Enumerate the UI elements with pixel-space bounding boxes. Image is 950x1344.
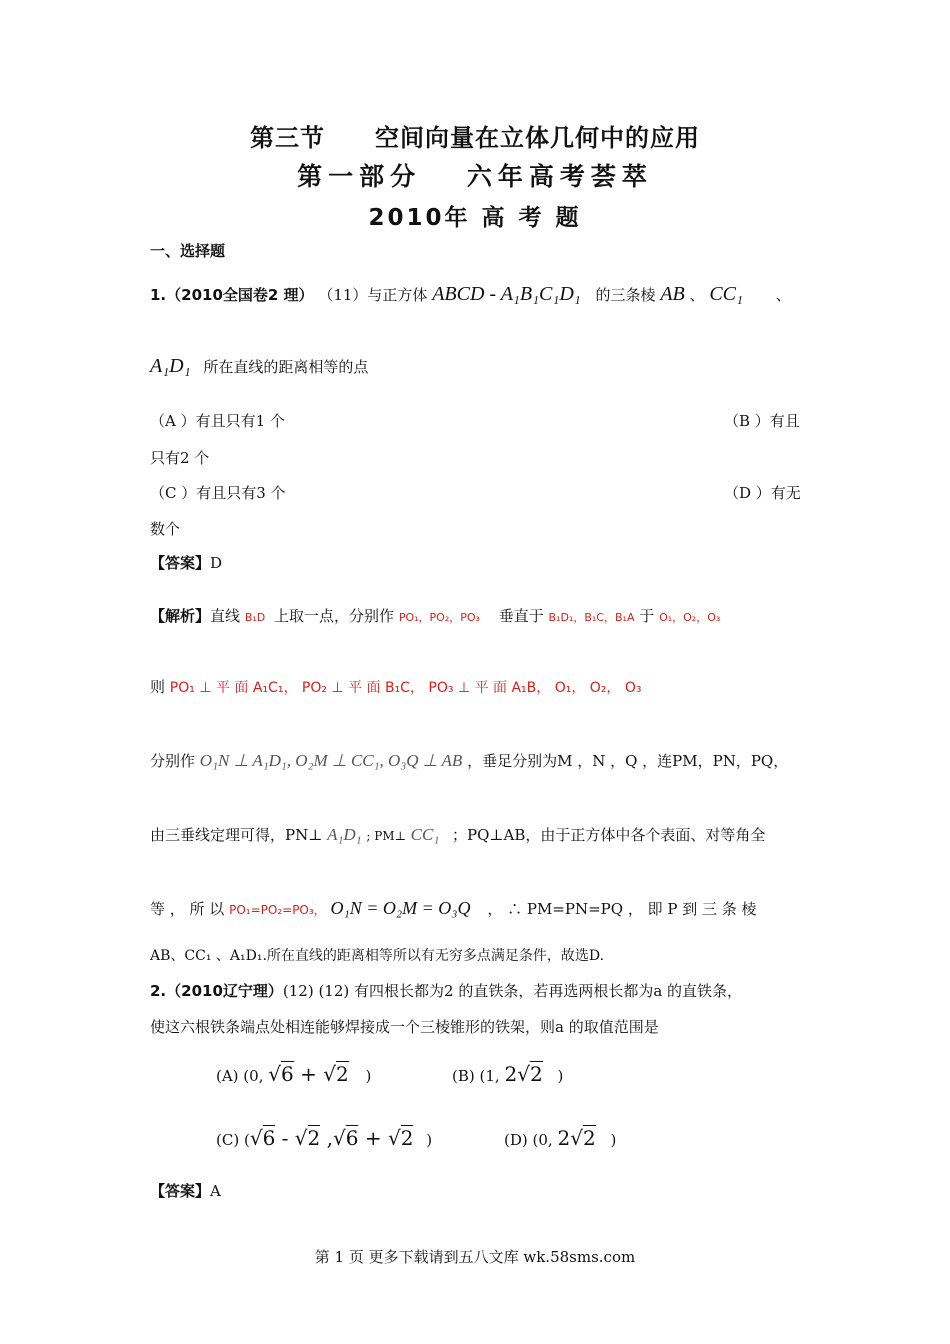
sqrt-expression: √6 - √2 ,√6 + √2 (249, 1126, 414, 1150)
option-d-cont: 数个 (150, 520, 181, 538)
section-heading: 一、选择题 (150, 242, 226, 260)
analysis-text: ， ∴ PM=PN=PQ ， 即 P 到 三 条 棱 (487, 900, 757, 918)
formula-image: PO₁=PO₂=PO₃， (229, 903, 326, 917)
analysis-text: 于 (639, 607, 655, 625)
sqrt-expression: 2√2 (504, 1062, 543, 1086)
q2-option-c (216, 1126, 432, 1150)
option-close: ) (557, 1067, 564, 1085)
coefficient: 2 (557, 1126, 571, 1150)
operator: + (300, 1062, 317, 1086)
radicand: 6 (345, 1126, 359, 1150)
option-label: (D) (0, (504, 1131, 553, 1149)
question-1-text-2: 的三条棱 (595, 286, 656, 304)
analysis-line-6: AB、CC₁ 、A₁D₁.所在直线的距离相等所以有无穷多点满足条件，故选D. (150, 948, 605, 964)
part-title: 第一部分 六年高考荟萃 (297, 162, 653, 191)
operator: , (326, 1126, 333, 1150)
analysis-line-2 (150, 676, 642, 697)
cube-label: ABCD - A₁B₁C₁D₁ (432, 283, 581, 305)
option-b-cont: 只有2 个 (150, 449, 210, 467)
formula-image: PO₁ ⊥ 平 面 A₁C₁， PO₂ ⊥ 平 面 B₁C， PO₃ ⊥ 平 面 A₁B， O₁， O₂， O₃ (169, 680, 642, 696)
analysis-label: 【解析】 (150, 607, 211, 625)
analysis-text: 则 (150, 678, 166, 696)
option-label: (B) (1, (452, 1067, 500, 1085)
q2-option-b (452, 1062, 563, 1086)
question-2-text: (12) (12) 有四根长都为2 的直铁条，若再选两根长都为a 的直铁条， (282, 982, 743, 1000)
analysis-text: 分别作 (150, 752, 196, 770)
formula-image: O₁N ⊥ A₁D₁, O₂M ⊥ CC₁, O₃Q ⊥ AB (199, 751, 463, 770)
analysis-line-4 (150, 824, 765, 845)
edge-cc1: CC₁ (709, 283, 743, 305)
separator: 、 (689, 286, 705, 304)
page-title: 第三节 空间向量在立体几何中的应用 (250, 124, 700, 152)
radicand: 2 (529, 1062, 543, 1086)
formula-image: B₁D₁，B₁C，B₁A (548, 611, 635, 624)
formula-image: CC₁ (410, 825, 440, 844)
separator: 、 (775, 286, 791, 304)
formula-image: PO₁，PO₂，PO₃ (398, 611, 480, 624)
option-label: (C) ( (216, 1131, 250, 1149)
question-1-number: 1.（2010全国卷2 理） (150, 286, 314, 304)
analysis-text: 等 ， 所 以 (150, 900, 225, 918)
radicand: 2 (400, 1126, 414, 1150)
formula-image: B₁D (244, 611, 266, 624)
analysis-text: 垂直于 (498, 607, 544, 625)
radicand: 2 (307, 1126, 321, 1150)
option-close: ) (610, 1131, 617, 1149)
analysis-text: ; PM⊥ (366, 829, 406, 843)
option-d: （D ）有无 (724, 484, 801, 502)
option-b: （B ）有且 (724, 412, 800, 430)
formula-image: O₁N = O₂M = O₃Q (330, 898, 471, 918)
q2-option-a (216, 1062, 371, 1086)
page-footer: 第 1 页 更多下载请到五八文库 wk.58sms.com (314, 1248, 636, 1266)
edge-a1d1: A₁D₁ (150, 355, 191, 377)
question-1-text: （11）与正方体 (318, 286, 428, 304)
radicand: 6 (281, 1062, 294, 1086)
year-title: 2010年 高 考 题 (368, 205, 582, 231)
option-c: （C ）有且只有3 个 (150, 484, 286, 502)
operator: + (364, 1126, 382, 1150)
radicand: 2 (582, 1126, 596, 1150)
edge-ab: AB (660, 283, 685, 305)
option-close: ) (426, 1131, 433, 1149)
analysis-text: ，垂足分别为M ，N ，Q ，连PM，PN，PQ， (467, 752, 789, 770)
question-1-text-3: 所在直线的距离相等的点 (203, 358, 369, 376)
radicand: 2 (335, 1062, 349, 1086)
analysis-text: 上取一点，分别作 (274, 607, 395, 625)
coefficient: 2 (504, 1062, 518, 1086)
answer-1 (150, 552, 222, 573)
operator: - (281, 1126, 289, 1150)
option-a: （A ）有且只有1 个 (150, 412, 285, 430)
analysis-line-1 (150, 605, 720, 626)
radicand: 6 (262, 1126, 276, 1150)
analysis-text: 直线 (210, 607, 241, 625)
answer-label: 【答案】 (150, 554, 211, 572)
option-close: ) (365, 1067, 372, 1085)
sqrt-expression: √6 + √2 (268, 1062, 349, 1086)
question-2-line-2: 使这六根铁条端点处相连能够焊接成一个三棱锥形的铁架，则a 的取值范围是 (150, 1018, 659, 1036)
analysis-text: ；PQ⊥AB，由于正方体中各个表面、对等角全 (452, 826, 766, 844)
option-label: (A) (0, (216, 1067, 264, 1085)
q2-option-d (504, 1126, 616, 1150)
analysis-line-5 (150, 898, 757, 919)
question-2-number: 2.（2010辽宁理） (150, 982, 283, 1000)
question-1-line-2 (150, 355, 368, 378)
formula-image: A₁D₁ (327, 825, 362, 844)
answer-value: D (210, 554, 223, 572)
analysis-line-3 (150, 750, 788, 771)
formula-image: O₁，O₂，O₃ (659, 611, 721, 624)
answer-2 (150, 1180, 221, 1201)
question-2-line-1 (150, 980, 742, 1001)
sqrt-expression: 2√2 (557, 1126, 596, 1150)
answer-value: A (210, 1182, 221, 1200)
answer-label: 【答案】 (150, 1182, 211, 1200)
analysis-text: 由三垂线定理可得，PN⊥ (150, 826, 323, 844)
question-1-line-1 (150, 283, 791, 306)
